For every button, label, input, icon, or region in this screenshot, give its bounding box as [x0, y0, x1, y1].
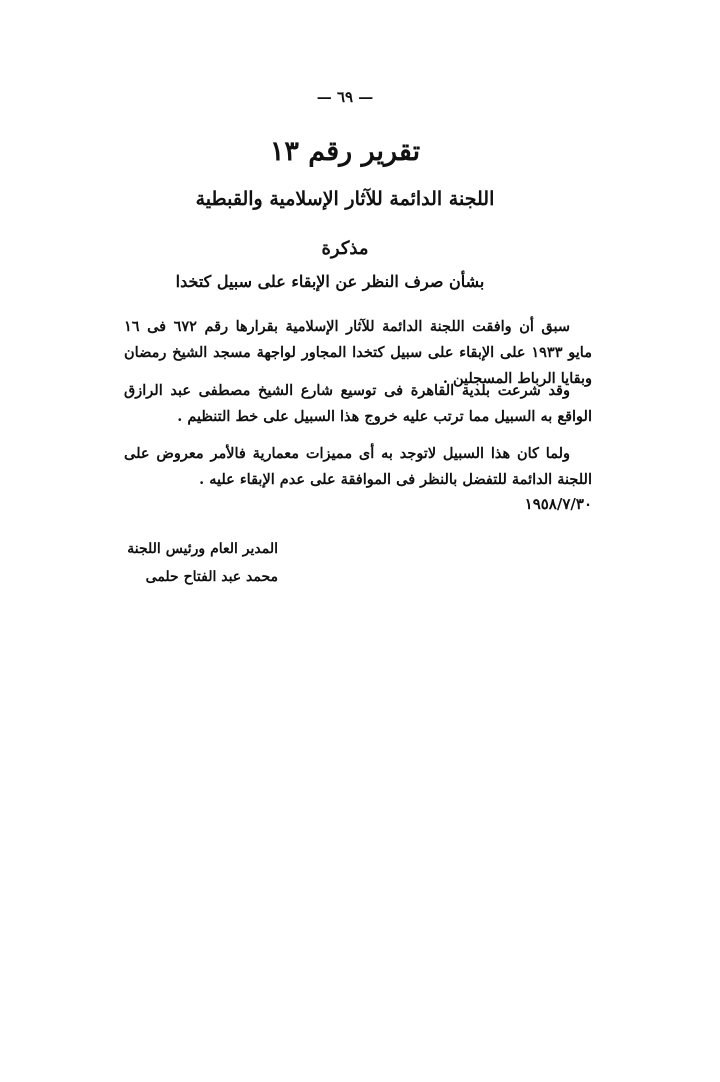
signatory-position: المدير العام ورئيس اللجنة — [127, 541, 278, 557]
body-paragraph — [124, 441, 592, 493]
memo-date: ١٩٥٨/٧/٣٠ — [524, 495, 592, 513]
paragraph-text: وقد شرعت بلدية القاهرة فى توسيع شارع الشيخ مصطفى عبد الرازق الواقع به السبيل مما ترتب عليه خروج هذا السبيل على خط التنظيم . — [124, 382, 592, 425]
body-paragraph — [124, 378, 592, 430]
paragraph-text: سبق أن وافقت اللجنة الدائمة للآثار الإسلامية بقرارها رقم ٦٧٢ فى ١٦ مايو ١٩٣٣ على الإبقاء على سبيل كتخدا المجاور لواجهة مسجد الشيخ رمضان وبقايا الرباط المسجلين . — [124, 318, 592, 387]
memo-subject: بشأن صرف النظر عن الإبقاء على سبيل كتخدا — [175, 272, 485, 291]
committee-name: اللجنة الدائمة للآثار الإسلامية والقبطية — [195, 188, 495, 210]
paragraph-text: ولما كان هذا السبيل لاتوجد به أى مميزات معمارية فالأمر معروض على اللجنة الدائمة للتفضل بالنظر فى الموافقة على عدم الإبقاء عليه . — [124, 445, 592, 488]
memo-label: مذكرة — [321, 238, 369, 259]
signatory-name: محمد عبد الفتاح حلمى — [145, 569, 278, 585]
page-number: — ٦٩ — — [316, 88, 374, 106]
signature-block — [118, 535, 278, 591]
report-title: تقرير رقم ١٣ — [269, 136, 421, 167]
